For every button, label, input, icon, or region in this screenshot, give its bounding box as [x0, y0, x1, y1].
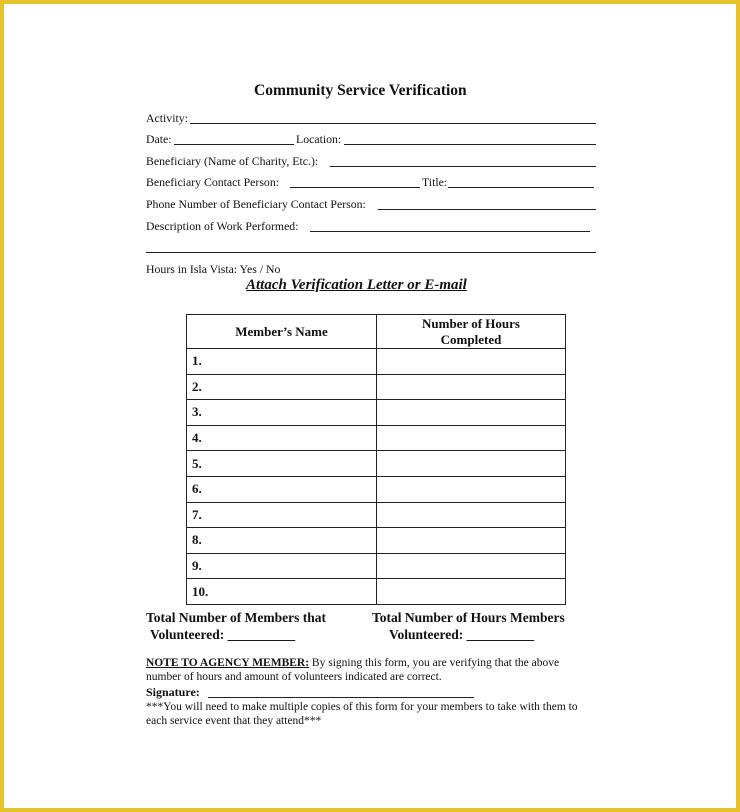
hours-cell[interactable]	[377, 502, 566, 528]
hours-isla-vista: Hours in Isla Vista: Yes / No	[146, 262, 281, 276]
form-title: Community Service Verification	[254, 82, 467, 99]
footer-note: ***You will need to make multiple copies of this form for your members to take with them to each service event that they attend***	[146, 701, 578, 727]
row-number[interactable]: 3.	[187, 400, 377, 426]
title-field[interactable]	[448, 187, 594, 188]
phone-label: Phone Number of Beneficiary Contact Person:	[146, 197, 366, 211]
hours-cell[interactable]	[377, 451, 566, 477]
hours-header-line1: Number of Hours	[422, 315, 520, 331]
hours-cell[interactable]	[377, 579, 566, 605]
row-number[interactable]: 9.	[187, 553, 377, 579]
row-number[interactable]: 7.	[187, 502, 377, 528]
row-number[interactable]: 2.	[187, 374, 377, 400]
signature-field[interactable]	[208, 697, 474, 698]
hours-header-line2: Completed	[440, 331, 502, 347]
table-row	[187, 579, 566, 605]
beneficiary-label: Beneficiary (Name of Charity, Etc.):	[146, 154, 319, 168]
row-number[interactable]: 6.	[187, 476, 377, 502]
hours-header	[377, 315, 566, 349]
agency-note-text: By signing this form, you are verifying that the above number of hours and amount of volunteers indicated are correct.	[146, 657, 560, 683]
row-number[interactable]: 4.	[187, 425, 377, 451]
beneficiary-field[interactable]	[330, 166, 596, 167]
activity-field[interactable]	[190, 123, 596, 124]
contact-person-label: Beneficiary Contact Person:	[146, 175, 280, 189]
hours-cell[interactable]	[377, 400, 566, 426]
total-members-line1: Total Number of Members that	[146, 610, 326, 625]
description-label: Description of Work Performed:	[146, 219, 299, 233]
total-hours-line2[interactable]: Volunteered: __________	[389, 627, 535, 642]
table-row	[187, 400, 566, 426]
total-members-line2[interactable]: Volunteered: __________	[150, 627, 296, 642]
members-table	[186, 314, 566, 605]
hours-cell[interactable]	[377, 553, 566, 579]
row-number[interactable]: 5.	[187, 451, 377, 477]
phone-field[interactable]	[378, 209, 596, 210]
description-field[interactable]	[310, 231, 590, 232]
row-number[interactable]: 10.	[187, 579, 377, 605]
table-row	[187, 553, 566, 579]
table-row	[187, 502, 566, 528]
total-members-block[interactable]	[146, 609, 326, 643]
table-row	[187, 451, 566, 477]
signature-label: Signature:	[146, 685, 200, 699]
table-row	[187, 374, 566, 400]
location-label: Location:	[296, 132, 342, 146]
hours-cell[interactable]	[377, 528, 566, 554]
date-label: Date:	[146, 132, 172, 146]
date-field[interactable]	[174, 144, 294, 145]
title-label: Title:	[422, 175, 448, 189]
total-hours-block[interactable]	[372, 609, 565, 643]
hours-cell[interactable]	[377, 349, 566, 375]
contact-person-field[interactable]	[290, 187, 420, 188]
activity-label: Activity:	[146, 111, 188, 125]
location-field[interactable]	[344, 144, 596, 145]
table-row	[187, 349, 566, 375]
table-row	[187, 425, 566, 451]
attach-instruction: Attach Verification Letter or E-mail	[246, 277, 467, 293]
row-number[interactable]: 8.	[187, 528, 377, 554]
row-number[interactable]: 1.	[187, 349, 377, 375]
agency-note-label: NOTE TO AGENCY MEMBER:	[146, 657, 310, 669]
hours-cell[interactable]	[377, 374, 566, 400]
agency-note	[146, 656, 586, 684]
table-row	[187, 528, 566, 554]
hours-cell[interactable]	[377, 425, 566, 451]
total-hours-line1: Total Number of Hours Members	[372, 610, 565, 625]
hours-cell[interactable]	[377, 476, 566, 502]
member-name-header: Member’s Name	[187, 315, 377, 349]
description-field-line2[interactable]	[146, 252, 596, 253]
table-row	[187, 476, 566, 502]
